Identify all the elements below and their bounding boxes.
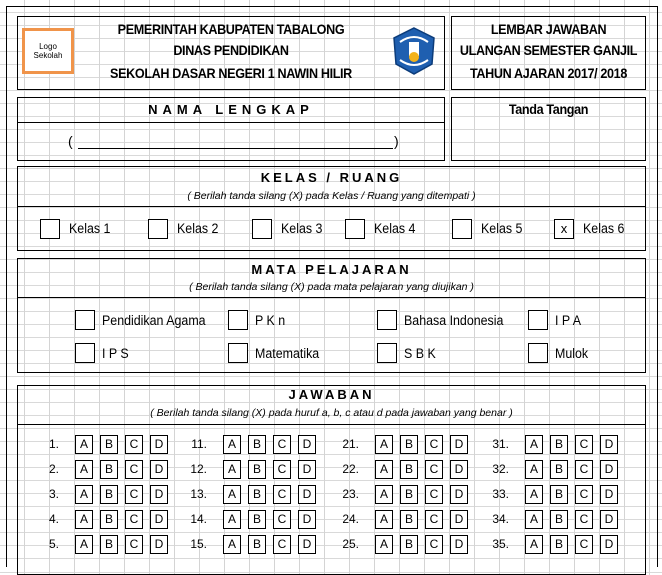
- mapel-label: S B K: [404, 346, 436, 361]
- question-number: 15.: [190, 537, 207, 551]
- question-number: 23.: [342, 487, 359, 501]
- answer-option-a[interactable]: A: [525, 435, 543, 454]
- question-number: 33.: [492, 487, 509, 501]
- answer-option-b[interactable]: B: [248, 535, 266, 554]
- answer-option-a[interactable]: A: [525, 535, 543, 554]
- answer-option-c[interactable]: C: [273, 435, 291, 454]
- answer-option-c[interactable]: C: [125, 485, 143, 504]
- answer-option-a[interactable]: A: [375, 510, 393, 529]
- mapel-checkbox[interactable]: [75, 343, 95, 363]
- answer-option-d[interactable]: D: [450, 435, 468, 454]
- school-header-box: [17, 16, 445, 90]
- answer-option-c[interactable]: C: [575, 535, 593, 554]
- answer-option-a[interactable]: A: [75, 485, 93, 504]
- sheet-title-1: LEMBAR JAWABAN: [490, 21, 607, 37]
- answer-option-b[interactable]: B: [248, 435, 266, 454]
- sheet-title-box: [451, 16, 646, 90]
- mapel-checkbox[interactable]: [75, 310, 95, 330]
- mapel-title: MATA PELAJARAN: [251, 262, 412, 277]
- kelas-label: Kelas 5: [481, 221, 523, 236]
- answer-option-b[interactable]: B: [248, 510, 266, 529]
- answer-option-a[interactable]: A: [223, 510, 241, 529]
- mapel-label: Pendidikan Agama: [102, 313, 206, 328]
- school-logo-placeholder: Logo Sekolah: [22, 28, 74, 74]
- answer-option-b[interactable]: B: [400, 460, 418, 479]
- mapel-checkbox[interactable]: [228, 310, 248, 330]
- answer-option-d[interactable]: D: [150, 535, 168, 554]
- answer-option-c[interactable]: C: [425, 510, 443, 529]
- answer-option-d[interactable]: D: [450, 485, 468, 504]
- answer-option-a[interactable]: A: [75, 460, 93, 479]
- question-number: 14.: [190, 512, 207, 526]
- tanda-tangan-title: Tanda Tangan: [508, 101, 589, 117]
- header-line-3: SEKOLAH DASAR NEGERI 1 NAWIN HILIR: [110, 65, 352, 81]
- question-number: 12.: [190, 462, 207, 476]
- answer-option-c[interactable]: C: [125, 510, 143, 529]
- answer-option-d[interactable]: D: [298, 510, 316, 529]
- answer-option-d[interactable]: D: [150, 510, 168, 529]
- kelas-checkbox[interactable]: [40, 219, 60, 239]
- question-number: 13.: [190, 487, 207, 501]
- kelas-title: KELAS / RUANG: [260, 170, 403, 185]
- question-number: 32.: [492, 462, 509, 476]
- paren-close: ): [394, 133, 399, 149]
- answer-option-a[interactable]: A: [223, 460, 241, 479]
- nama-box: [17, 97, 445, 161]
- answer-option-d[interactable]: D: [298, 485, 316, 504]
- question-number: 24.: [342, 512, 359, 526]
- kelas-label: Kelas 4: [374, 221, 416, 236]
- answer-option-b[interactable]: B: [400, 435, 418, 454]
- answer-option-b[interactable]: B: [550, 485, 568, 504]
- kelas-checkbox[interactable]: x: [554, 219, 574, 239]
- tanda-tangan-box[interactable]: [451, 97, 646, 161]
- mapel-label: I P S: [102, 346, 129, 361]
- question-number: 21.: [342, 437, 359, 451]
- mapel-checkbox[interactable]: [377, 343, 397, 363]
- answer-option-b[interactable]: B: [100, 435, 118, 454]
- kelas-box: [17, 166, 646, 251]
- answer-option-c[interactable]: C: [273, 535, 291, 554]
- header-line-1: PEMERINTAH KABUPATEN TABALONG: [117, 21, 345, 37]
- mapel-label: Matematika: [255, 346, 320, 361]
- answer-option-c[interactable]: C: [575, 460, 593, 479]
- answer-option-c[interactable]: C: [125, 460, 143, 479]
- answer-option-a[interactable]: A: [223, 485, 241, 504]
- answer-option-c[interactable]: C: [425, 460, 443, 479]
- answer-option-a[interactable]: A: [525, 485, 543, 504]
- question-number: 4.: [48, 512, 59, 526]
- kelas-label: Kelas 3: [281, 221, 323, 236]
- answer-option-b[interactable]: B: [100, 510, 118, 529]
- answer-option-b[interactable]: B: [100, 535, 118, 554]
- divider: [18, 122, 444, 123]
- answer-option-d[interactable]: D: [600, 435, 618, 454]
- question-number: 2.: [48, 462, 59, 476]
- answer-option-d[interactable]: D: [600, 535, 618, 554]
- jawaban-instruction: ( Berilah tanda silang (X) pada huruf a, b, c atau d pada jawaban yang benar ): [150, 407, 513, 419]
- answer-option-d[interactable]: D: [150, 460, 168, 479]
- answer-option-c[interactable]: C: [575, 485, 593, 504]
- kelas-label: Kelas 1: [69, 221, 111, 236]
- answer-option-d[interactable]: D: [450, 460, 468, 479]
- question-number: 25.: [342, 537, 359, 551]
- question-number: 11.: [191, 437, 207, 451]
- answer-option-c[interactable]: C: [425, 435, 443, 454]
- answer-option-d[interactable]: D: [600, 485, 618, 504]
- kelas-instruction: ( Berilah tanda silang (X) pada Kelas / Ruang yang ditempati ): [187, 190, 476, 202]
- kelas-checkbox[interactable]: [252, 219, 272, 239]
- mapel-checkbox[interactable]: [228, 343, 248, 363]
- mapel-label: Bahasa Indonesia: [404, 313, 504, 328]
- answer-option-c[interactable]: C: [273, 510, 291, 529]
- answer-option-b[interactable]: B: [400, 510, 418, 529]
- answer-option-c[interactable]: C: [425, 535, 443, 554]
- answer-option-a[interactable]: A: [223, 535, 241, 554]
- answer-option-a[interactable]: A: [75, 435, 93, 454]
- answer-option-a[interactable]: A: [525, 510, 543, 529]
- answer-option-b[interactable]: B: [400, 535, 418, 554]
- divider: [18, 206, 645, 207]
- question-number: 35.: [492, 537, 509, 551]
- answer-option-b[interactable]: B: [550, 435, 568, 454]
- question-number: 3.: [48, 487, 59, 501]
- mapel-checkbox[interactable]: [528, 343, 548, 363]
- question-number: 22.: [342, 462, 359, 476]
- answer-option-d[interactable]: D: [450, 510, 468, 529]
- question-number: 5.: [48, 537, 59, 551]
- answer-option-d[interactable]: D: [600, 460, 618, 479]
- answer-option-a[interactable]: A: [75, 510, 93, 529]
- answer-option-c[interactable]: C: [273, 460, 291, 479]
- answer-option-c[interactable]: C: [273, 485, 291, 504]
- answer-option-b[interactable]: B: [550, 510, 568, 529]
- nama-title: NAMA LENGKAP: [148, 102, 314, 117]
- answer-option-a[interactable]: A: [75, 535, 93, 554]
- answer-option-b[interactable]: B: [550, 535, 568, 554]
- answer-option-a[interactable]: A: [223, 435, 241, 454]
- answer-option-b[interactable]: B: [400, 485, 418, 504]
- answer-option-a[interactable]: A: [375, 460, 393, 479]
- question-number: 1.: [48, 437, 59, 451]
- mapel-checkbox[interactable]: [528, 310, 548, 330]
- answer-option-a[interactable]: A: [375, 535, 393, 554]
- mapel-label: Mulok: [555, 346, 589, 361]
- divider: [18, 297, 645, 298]
- question-number: 31.: [492, 437, 509, 451]
- mapel-checkbox[interactable]: [377, 310, 397, 330]
- mapel-label: I P A: [555, 313, 582, 328]
- answer-option-b[interactable]: B: [248, 460, 266, 479]
- divider: [18, 424, 645, 425]
- sheet-title-3: TAHUN AJARAN 2017/ 2018: [470, 65, 627, 81]
- jawaban-title: JAWABAN: [288, 387, 375, 402]
- answer-option-d[interactable]: D: [150, 435, 168, 454]
- answer-option-a[interactable]: A: [375, 435, 393, 454]
- answer-option-c[interactable]: C: [575, 435, 593, 454]
- kelas-checkbox[interactable]: [452, 219, 472, 239]
- answer-option-b[interactable]: B: [100, 460, 118, 479]
- paren-open: (: [68, 133, 73, 149]
- header-line-2: DINAS PENDIDIKAN: [173, 42, 289, 58]
- name-input-line[interactable]: [78, 148, 393, 149]
- answer-option-d[interactable]: D: [298, 460, 316, 479]
- answer-option-d[interactable]: D: [298, 535, 316, 554]
- answer-option-a[interactable]: A: [375, 485, 393, 504]
- kelas-checkbox[interactable]: [345, 219, 365, 239]
- answer-option-c[interactable]: C: [125, 435, 143, 454]
- answer-option-b[interactable]: B: [248, 485, 266, 504]
- answer-option-c[interactable]: C: [125, 535, 143, 554]
- answer-option-d[interactable]: D: [298, 435, 316, 454]
- answer-option-b[interactable]: B: [550, 460, 568, 479]
- answer-option-c[interactable]: C: [575, 510, 593, 529]
- mapel-instruction: ( Berilah tanda silang (X) pada mata pelajaran yang diujikan ): [189, 281, 474, 293]
- answer-option-d[interactable]: D: [150, 485, 168, 504]
- question-number: 34.: [492, 512, 509, 526]
- mapel-label: P K n: [255, 313, 286, 328]
- answer-option-d[interactable]: D: [450, 535, 468, 554]
- kelas-label: Kelas 6: [583, 221, 625, 236]
- sheet-title-2: ULANGAN SEMESTER GANJIL: [459, 42, 638, 58]
- tut-wuri-handayani-logo-icon: [390, 26, 438, 76]
- answer-option-d[interactable]: D: [600, 510, 618, 529]
- answer-option-a[interactable]: A: [525, 460, 543, 479]
- answer-option-b[interactable]: B: [100, 485, 118, 504]
- kelas-label: Kelas 2: [177, 221, 219, 236]
- answer-option-c[interactable]: C: [425, 485, 443, 504]
- kelas-checkbox[interactable]: [148, 219, 168, 239]
